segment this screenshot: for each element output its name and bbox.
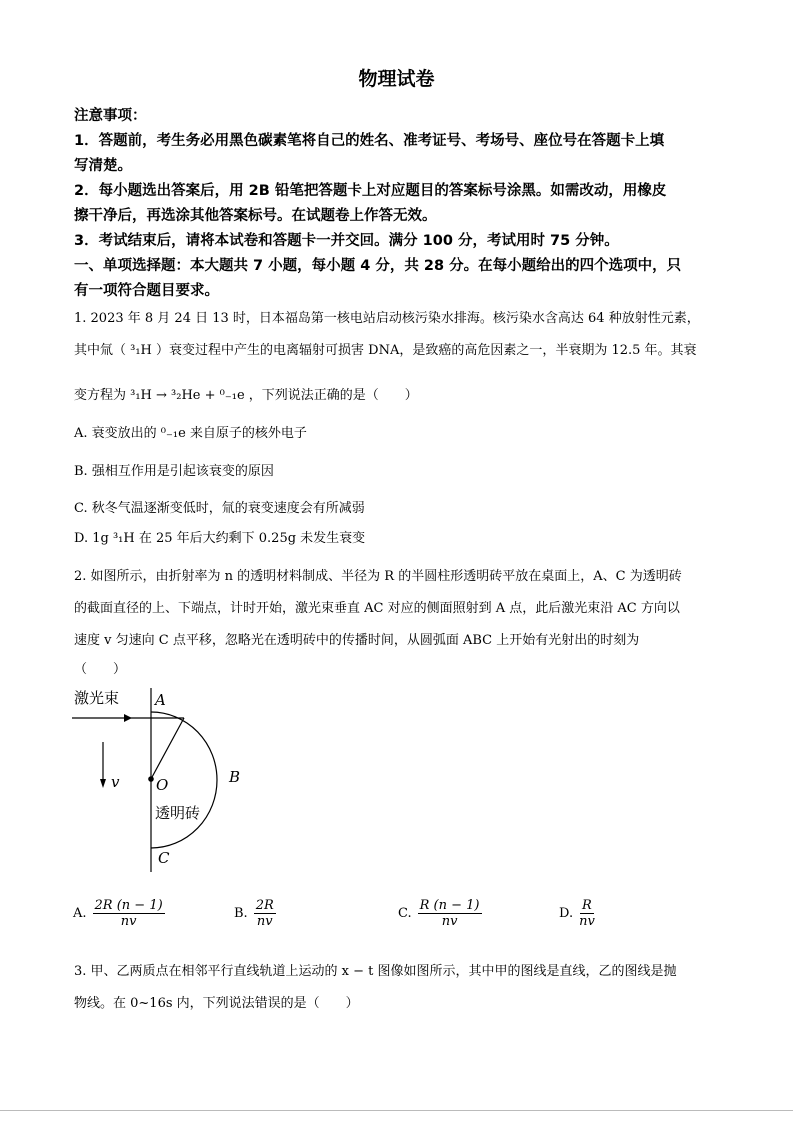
q2-text: 的截面直径的上、下端点，计时开始，激光束垂直 AC 对应的侧面照射到 A 点，此后激光束沿 AC 方向以 <box>74 601 680 616</box>
q2-text: 速度 v 匀速向 C 点平移，忽略光在透明砖中的传播时间，从圆弧面 ABC 上开始有光射出的时刻为 <box>74 633 640 648</box>
fraction <box>254 898 276 929</box>
laser-arrow-icon <box>124 714 132 722</box>
point-b-label: B <box>229 768 241 786</box>
option-letter: B. <box>234 906 248 921</box>
notice-line: 2．每小题选出答案后，用 2B 铅笔把答题卡上对应题目的答案标号涂黑。如需改动，用橡皮 <box>74 183 667 199</box>
q2-option-b <box>234 898 276 929</box>
option-letter: D. <box>559 906 574 921</box>
numerator: 2R <box>255 898 274 913</box>
q2-text: 2. 如图所示，由折射率为 n 的透明材料制成、半径为 R 的半圆柱形透明砖平放在桌面上，A、C 为透明砖 <box>74 569 682 584</box>
fraction <box>93 898 165 929</box>
numerator: 2R (n − 1) <box>94 898 163 913</box>
velocity-arrow-icon <box>100 779 106 788</box>
q3-text: 物线。在 0~16s 内，下列说法错误的是（ ） <box>74 996 359 1011</box>
velocity-label: v <box>111 773 120 791</box>
q2-text: （ ） <box>74 662 127 677</box>
denominator: nv <box>120 914 137 929</box>
notice-line: 擦干净后，再选涂其他答案标号。在试题卷上作答无效。 <box>74 208 437 224</box>
q1-option-d: D. 1g ³₁H 在 25 年后大约剩下 0.25g 未发生衰变 <box>74 531 366 546</box>
notice-heading: 注意事项： <box>74 108 147 124</box>
denominator: nv <box>441 914 458 929</box>
denominator: nv <box>579 914 595 929</box>
option-letter: C. <box>398 906 412 921</box>
q1-option-c: C. 秋冬气温逐渐变低时，氚的衰变速度会有所减弱 <box>74 501 365 516</box>
numerator: R (n − 1) <box>419 898 480 913</box>
q1-text: 变方程为 ³₁H → ³₂He + ⁰₋₁e ，下列说法正确的是（ ） <box>74 388 418 403</box>
q1-option-a: A. 衰变放出的 ⁰₋₁e 来自原子的核外电子 <box>74 426 307 441</box>
point-o-label: O <box>156 776 169 794</box>
point-c-label: C <box>158 849 170 867</box>
option-letter: A. <box>73 906 87 921</box>
brick-label: 透明砖 <box>155 804 201 822</box>
notice-line: 写清楚。 <box>74 158 132 174</box>
q2-option-c <box>398 898 482 929</box>
center-point <box>148 776 154 782</box>
denominator: nv <box>256 914 273 929</box>
section-heading: 一、单项选择题：本大题共 7 小题，每小题 4 分，共 28 分。在每小题给出的四个选项中，只 <box>74 258 682 274</box>
q1-option-b: B. 强相互作用是引起该衰变的原因 <box>74 464 274 479</box>
point-a-label: A <box>155 691 166 709</box>
q1-text: 1. 2023 年 8 月 24 日 13 时，日本福岛第一核电站启动核污染水排海。核污染水含高达 64 种放射性元素， <box>74 311 700 326</box>
page-bottom-border <box>0 1110 793 1111</box>
q2-option-d <box>559 898 595 929</box>
notice-line: 3．考试结束后，请将本试卷和答题卡一并交回。满分 100 分，考试用时 75 分钟。 <box>74 233 619 249</box>
q3-text: 3. 甲、乙两质点在相邻平行直线轨道上运动的 x − t 图像如图所示，其中甲的图线是直线，乙的图线是抛 <box>74 964 677 979</box>
laser-label: 激光束 <box>74 689 120 707</box>
radius-line <box>151 718 184 779</box>
page-title: 物理试卷 <box>358 68 435 90</box>
section-heading: 有一项符合题目要求。 <box>74 283 219 299</box>
numerator: R <box>582 898 592 913</box>
q2-option-a <box>73 898 165 929</box>
fraction <box>418 898 482 929</box>
q1-text: 其中氚（ ³₁H ）衰变过程中产生的电离辐射可损害 DNA，是致癌的高危因素之一，半衰期为 12.5 年。其衰 <box>74 343 697 358</box>
fraction <box>579 898 595 929</box>
notice-line: 1．答题前，考生务必用黑色碳素笔将自己的姓名、准考证号、考场号、座位号在答题卡上填 <box>74 133 665 149</box>
